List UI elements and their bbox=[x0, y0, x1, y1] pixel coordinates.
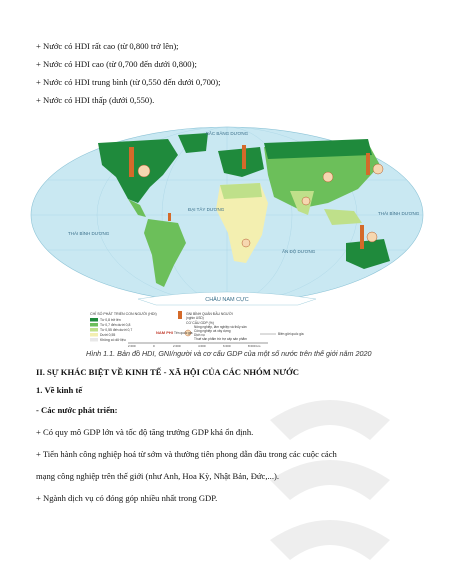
gni-bar-japan bbox=[366, 153, 370, 175]
bullet-industrialization: + Tiến hành công nghiệp hoá từ sớm và thường tiên phong dẫn đầu trong các cuộc cách bbox=[36, 449, 337, 459]
gdp-pie-africa bbox=[242, 239, 250, 247]
legend-hdi-item: Từ 0,7 đến dưới 0,8 bbox=[100, 323, 131, 327]
bullet-hdi-high: + Nước có HDI cao (từ 0,700 đến dưới 0,800); bbox=[36, 59, 197, 69]
ocean-label-pacific-west: THÁI BÌNH DƯƠNG bbox=[68, 231, 110, 236]
sub-sub-heading: - Các nước phát triển: bbox=[36, 405, 118, 415]
gdp-pie-japan bbox=[373, 164, 383, 174]
bullet-hdi-low: + Nước có HDI thấp (dưới 0,550). bbox=[36, 95, 155, 105]
gdp-pie-china bbox=[323, 172, 333, 182]
legend-hdi-title: CHỈ SỐ PHÁT TRIỂN CON NGƯỜI (HDI) bbox=[90, 312, 157, 316]
legend-gni-title: GNI BÌNH QUÂN ĐẦU NGƯỜI bbox=[186, 312, 233, 316]
world-hdi-map bbox=[28, 125, 426, 347]
legend-hdi-item: Từ 0,55 đến dưới 0,7 bbox=[100, 328, 133, 332]
legend-gdp-item: Nông nghiệp, lâm nghiệp và thủy sản bbox=[194, 325, 247, 329]
bullet-gdp-scale: + Có quy mô GDP lớn và tốc độ tăng trưởng GDP khá ổn định. bbox=[36, 427, 254, 437]
sub-heading: 1. Về kinh tế bbox=[36, 385, 83, 395]
ocean-label-indian: ẤN ĐỘ DƯƠNG bbox=[282, 249, 316, 254]
legend-border-label: Biên giới quốc gia bbox=[278, 332, 304, 336]
svg-text:4 000: 4 000 bbox=[198, 344, 206, 347]
svg-text:2 000: 2 000 bbox=[128, 344, 136, 347]
gdp-pie-australia bbox=[367, 232, 377, 242]
svg-text:2 000: 2 000 bbox=[173, 344, 181, 347]
bullet-hdi-medium: + Nước có HDI trung bình (từ 0,550 đến dưới 0,700); bbox=[36, 77, 221, 87]
gni-bar-australia bbox=[360, 225, 364, 249]
gdp-pie-india bbox=[302, 197, 310, 205]
svg-text:6 000: 6 000 bbox=[223, 344, 231, 347]
svg-text:0: 0 bbox=[153, 344, 155, 347]
legend-country-sample: NAM PHI bbox=[156, 330, 173, 335]
figure-caption: Hình 1.1. Bản đồ HDI, GNI/người và cơ cấu GDP của một số nước trên thế giới năm 2020 bbox=[86, 349, 372, 358]
section-heading: II. SỰ KHÁC BIỆT VỀ KINH TẾ - XÃ HỘI CỦA CÁC NHÓM NƯỚC bbox=[36, 367, 299, 377]
legend-gdp-item: Công nghiệp và xây dựng bbox=[194, 329, 231, 333]
legend-hdi-item: Dưới 0,55 bbox=[100, 333, 116, 337]
gdp-pie-usa bbox=[138, 165, 150, 177]
legend-gni-unit: (nghìn USD) bbox=[186, 316, 204, 320]
legend-country-label: Tên quốc gia bbox=[174, 331, 193, 335]
gni-bar-europe bbox=[242, 145, 246, 169]
bullet-industrialization-cont: mạng công nghiệp trên thế giới (như Anh, Hoa Kỳ, Nhật Bản, Đức,...). bbox=[36, 471, 279, 481]
legend-gdp-title: CƠ CẤU GDP (%) bbox=[186, 321, 214, 325]
ocean-label-atlantic: ĐẠI TÂY DƯƠNG bbox=[188, 207, 225, 212]
antarctica-label: CHÂU NAM CỰC bbox=[205, 297, 249, 303]
north-africa bbox=[220, 183, 262, 199]
ocean-label-arctic: BẮC BĂNG DƯƠNG bbox=[205, 131, 249, 136]
watermark-logo bbox=[250, 380, 410, 580]
legend-gdp-item: Dịch vụ bbox=[194, 333, 205, 337]
bullet-hdi-very-high: + Nước có HDI rất cao (từ 0,800 trở lên); bbox=[36, 41, 179, 51]
legend-hdi-item: Không có dữ liệu bbox=[100, 338, 126, 342]
svg-text:8 000 km: 8 000 km bbox=[248, 344, 261, 347]
bullet-services: + Ngành dịch vụ có đóng góp nhiều nhất trong GDP. bbox=[36, 493, 218, 503]
gni-bar-usa bbox=[129, 147, 134, 177]
gni-bar-brazil bbox=[168, 213, 171, 221]
legend-hdi-item: Từ 0,8 trở lên bbox=[100, 318, 121, 322]
map-legend bbox=[88, 309, 368, 347]
legend-gdp-item: Thuế sản phẩm trừ trợ cấp sản phẩm bbox=[194, 337, 247, 341]
ocean-label-pacific-east: THÁI BÌNH DƯƠNG bbox=[378, 211, 420, 216]
